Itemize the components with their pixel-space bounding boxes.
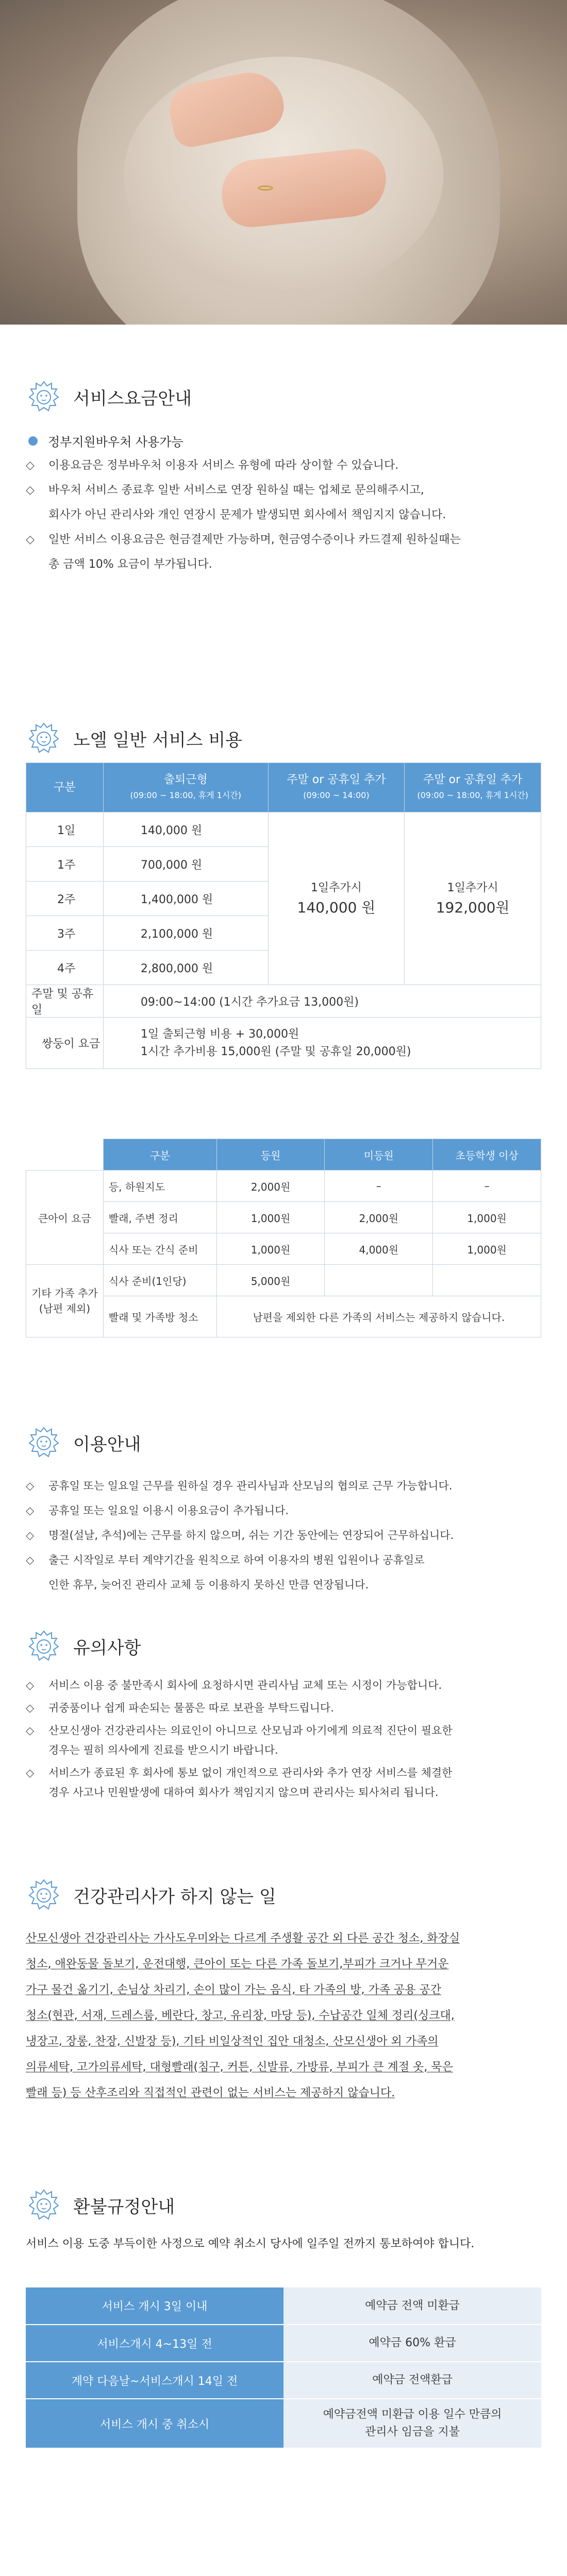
table-cell: 2,000원 [325,1202,433,1233]
table-cell: 1,000원 [433,1233,541,1265]
diamond-icon: ◇ [26,459,35,472]
table-cell: 1,000원 [433,1202,541,1233]
table-cell: 서비스 개시 3일 이내 [26,2287,284,2325]
table-header: 주말 or 공휴일 추가 (09:00 ~ 18:00, 휴게 1시간) [405,763,541,812]
list-item: ◇ 바우처 서비스 종료후 일반 서비스로 연장 원하실 때는 업체로 문의해주시고, [26,478,546,503]
table-cell: 3주 [26,916,104,951]
table-cell: 주말 및 공휴일 [26,985,104,1018]
table-cell: 예약금 전액환급 [284,2362,541,2399]
table-cell: 2,000원 [216,1171,325,1202]
extra-fee-table [26,1139,541,1337]
refund-intro: 서비스 이용 도중 부득이한 사정으로 예약 취소시 당사에 일주일 전까지 통보하여야 합니다. [26,2238,475,2250]
list-item: ◇ 일반 서비스 이용요금은 현금결제만 가능하며, 현금영수증이나 카드결제 원하실때는 [26,528,546,552]
diamond-icon: ◇ [26,533,35,546]
table-cell: 기타 가족 추가 (남편 제외) [26,1265,104,1337]
list-item: ◇ 공휴일 또는 일요일 이용시 이용요금이 추가됩니다. [26,1498,546,1523]
table-header: 주말 or 공휴일 추가 (09:00 ~ 14:00) [268,763,405,812]
section-title: 환불규정안내 [73,2196,175,2217]
table-cell: 5,000원 [216,1265,325,1296]
list-item: ◇ 서비스가 종료된 후 회사에 통보 없이 개인적으로 관리사와 추가 연장 서비스를 체결한 [26,1763,546,1783]
list-item: 회사가 아닌 관리사와 개인 연장시 문제가 발생되면 회사에서 책임지지 않습니다. [48,509,446,521]
diamond-icon: ◇ [26,1554,35,1566]
table-header: 구분 [103,1139,216,1171]
voucher-subheading [28,432,184,450]
section-title: 노엘 일반 서비스 비용 [73,730,243,751]
diamond-icon: ◇ [26,484,35,497]
section-header-refund [26,2187,175,2223]
bullet-dot-icon [28,436,38,446]
caution-notes [26,1675,546,1802]
lion-logo-icon [26,720,62,756]
section-header-fees [26,379,192,415]
exclusions-paragraph: 산모신생아 건강관리사는 가사도우미와는 다르게 주생활 공간 외 다른 공간 청소, 화장실 청소, 애완동물 돌보기, 운전대행, 큰아이 또는 다른 가족 돌보기,부피가 크거나 무거운 가구 물건 옮기기, 손님상 차리기, 손이 많이 가는 음식, 타 가족의 방, 가족 공용 공간 청소(현관, 서재, 드레스룸, 베란다, 창고, 유리창, 마당 등), 수납공간 일체 정리(싱크대, 냉장고, 장롱, 찬장, 신발장 등), 기타 비일상적인 집안 대청소, 산모신생아 외 가족의 의류세탁, 고가의류세탁, 대형빨래(침구, 커튼, 신발류, 가방류, 부피가 큰 계절 옷, 묵은 빨래 등) 등 산후조리와 직접적인 관련이 없는 서비스는 제공하지 않습니다. [26,1932,460,2099]
section-title: 이용안내 [73,1434,141,1455]
list-item: ◇ 귀중품이나 쉽게 파손되는 물품은 따로 보관을 부탁드립니다. [26,1698,546,1718]
table-cell: 1,000원 [216,1202,325,1233]
usage-notes [26,1473,546,1597]
table-cell: 4주 [26,951,104,985]
list-item: 총 금액 10% 요금이 부가됩니다. [48,558,212,571]
table-cell: 계약 다음날~서비스개시 14일 전 [26,2362,284,2399]
list-item: ◇ 산모신생아 건강관리사는 의료인이 아니므로 산모님과 아기에게 의료적 진단이 필요한 [26,1721,546,1740]
table-cell: 09:00~14:00 (1시간 추가요금 13,000원) [103,985,541,1018]
section-title: 유의사항 [73,1637,141,1658]
section-header-exclusions [26,1877,276,1913]
diamond-icon: ◇ [26,1529,35,1541]
table-cell: 식사 또는 간식 준비 [103,1233,216,1265]
table-cell: – [325,1171,433,1202]
list-item: 경우 사고나 민원발생에 대하여 회사가 책임지지 않으며 관리사는 퇴사처리 됩니다. [48,1786,439,1799]
table-cell: 큰아이 요금 [26,1171,104,1265]
section-title: 서비스요금안내 [73,388,192,409]
table-cell: 700,000 원 [103,847,268,882]
hero-ring-shape [258,185,273,191]
refund-table [26,2287,541,2449]
lion-logo-icon [26,379,62,415]
table-cell: 빨래 및 가족방 청소 [103,1296,216,1337]
diamond-icon: ◇ [26,1767,35,1779]
table-header: 출퇴근형 (09:00 ~ 18:00, 휴게 1시간) [103,763,268,812]
table-cell: 예약금 전액 미환급 [284,2287,541,2325]
service-cost-table [26,762,541,1069]
table-cell: 140,000 원 [103,812,268,847]
table-header: 초등학생 이상 [433,1139,541,1171]
table-cell: 2,800,000 원 [103,951,268,985]
table-cell: 등, 하원지도 [103,1171,216,1202]
table-cell: 1일추가시 192,000원 [405,812,541,985]
section-header-service-cost [26,720,242,756]
list-item: ◇ 이용요금은 정부바우처 이용자 서비스 유형에 따라 상이할 수 있습니다. [26,453,546,478]
table-cell: 쌍둥이 요금 [26,1018,104,1069]
table-cell: 서비스 개시 중 취소시 [26,2399,284,2448]
list-item: ◇ 서비스 이용 중 불만족시 회사에 요청하시면 관리사님 교체 또는 시정이 가능합니다. [26,1675,546,1695]
list-item: 경우는 필히 의사에게 진료를 받으시기 바랍니다. [48,1744,278,1756]
diamond-icon: ◇ [26,1724,35,1737]
table-cell: – [433,1171,541,1202]
table-cell: 1,000원 [216,1233,325,1265]
fee-notes [26,453,546,577]
lion-logo-icon [26,1877,62,1913]
table-cell: 빨래, 주변 정리 [103,1202,216,1233]
table-cell [433,1265,541,1296]
voucher-subheading-text: 정부지원바우처 사용가능 [48,435,184,449]
table-cell: 1일 출퇴근형 비용 + 30,000원 1시간 추가비용 15,000원 (주말 및 공휴일 20,000원) [103,1018,541,1069]
section-header-usage [26,1425,141,1461]
table-cell: 4,000원 [325,1233,433,1265]
diamond-icon: ◇ [26,1480,35,1492]
table-cell: 1일추가시 140,000 원 [268,812,405,985]
lion-logo-icon [26,2187,62,2223]
table-cell [325,1265,433,1296]
lion-logo-icon [26,1425,62,1461]
list-item: 인한 휴무, 늦어진 관리사 교체 등 이용하지 못하신 만큼 연장됩니다. [48,1579,369,1591]
lion-logo-icon [26,1628,62,1664]
table-header: 구분 [26,763,104,812]
list-item: ◇ 공휴일 또는 일요일 근무를 원하실 경우 관리사님과 산모님의 협의로 근무 가능합니다. [26,1473,546,1498]
table-header: 등원 [216,1139,325,1171]
table-cell: 2,100,000 원 [103,916,268,951]
table-header: 미등원 [325,1139,433,1171]
section-title: 건강관리사가 하지 않는 일 [73,1886,276,1907]
hero-photo [0,0,567,325]
table-cell: 서비스개시 4~13일 전 [26,2325,284,2362]
section-header-cautions [26,1628,141,1664]
table-cell: 남편을 제외한 다른 가족의 서비스는 제공하지 않습니다. [216,1296,541,1337]
diamond-icon: ◇ [26,1679,35,1691]
table-cell: 2주 [26,882,104,916]
table-cell: 1,400,000 원 [103,882,268,916]
table-cell: 1일 [26,812,104,847]
table-cell: 예약금전액 미환급 이용 일수 만큼의 관리사 임금을 지불 [284,2399,541,2448]
list-item: ◇ 명절(설날, 추석)에는 근무를 하지 않으며, 쉬는 기간 동안에는 연장되어 근무하십니다. [26,1523,546,1548]
list-item: ◇ 출근 시작일로 부터 계약기간을 원칙으로 하여 이용자의 병원 입원이나 공휴일로 [26,1548,546,1572]
diamond-icon: ◇ [26,1504,35,1517]
table-cell: 식사 준비(1인당) [103,1265,216,1296]
table-cell: 예약금 60% 환급 [284,2325,541,2362]
diamond-icon: ◇ [26,1702,35,1714]
table-cell: 1주 [26,847,104,882]
